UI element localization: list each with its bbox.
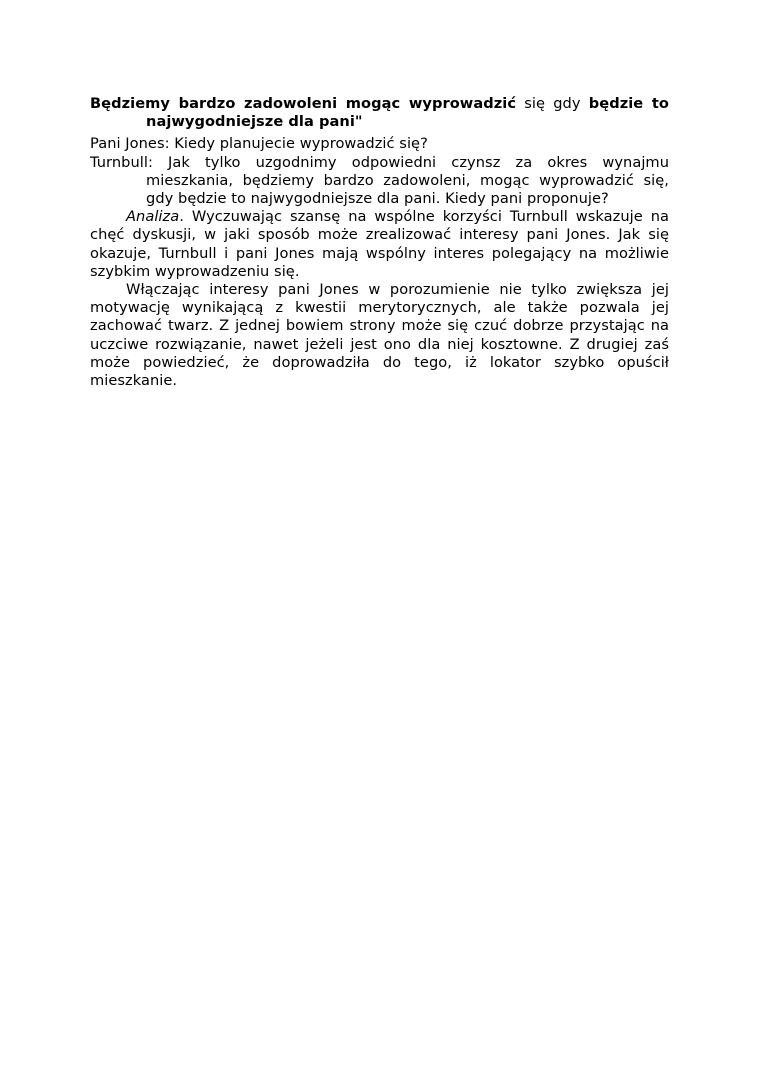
heading-bold-part-1: Będziemy bardzo zadowoleni mogąc wyprowadzić bbox=[90, 95, 517, 112]
analysis-label: Analiza bbox=[126, 208, 180, 226]
analysis-paragraph bbox=[90, 208, 669, 281]
document-page bbox=[90, 95, 669, 390]
heading-normal-part: się gdy bbox=[516, 95, 589, 112]
analysis-text: Wyczuwając szansę na wspólne korzyści Turnbull wskazuje na chęć dyskusji, w jaki sposób może zrealizować interesy pani Jones. Jak się okazuje, Turnbull i pani Jones mają wspólny interes polegający na możliwie szybkim wyprowadzeniu się. bbox=[90, 208, 669, 280]
dialogue-answer: Turnbull: Jak tylko uzgodnimy odpowiedni czynsz za okres wynajmu mieszkania, będziemy bardzo zadowoleni, mogąc wyprowadzić się, gdy będzie to najwygodniejsze dla pani. Kiedy pani proponuje? bbox=[90, 153, 669, 208]
body-paragraph-2: Włączając interesy pani Jones w porozumienie nie tylko zwiększa jej motywację wynikającą z kwestii merytorycznych, ale także pozwala jej zachować twarz. Z jednej bowiem strony może się czuć dobrze przystając na uczciwe rozwiązanie, nawet jeżeli jest ono dla niej kosztowne. Z drugiej zaś może powiedzieć, że doprowadziła do tego, iż lokator szybko opuścił mieszkanie. bbox=[90, 281, 669, 390]
heading-bold-part-2: będzie to najwygodniejsze dla pani" bbox=[146, 95, 670, 131]
dialogue-question: Pani Jones: Kiedy planujecie wyprowadzić się? bbox=[90, 135, 428, 153]
section-heading bbox=[90, 95, 669, 131]
analysis-label-punct: . bbox=[179, 208, 184, 226]
